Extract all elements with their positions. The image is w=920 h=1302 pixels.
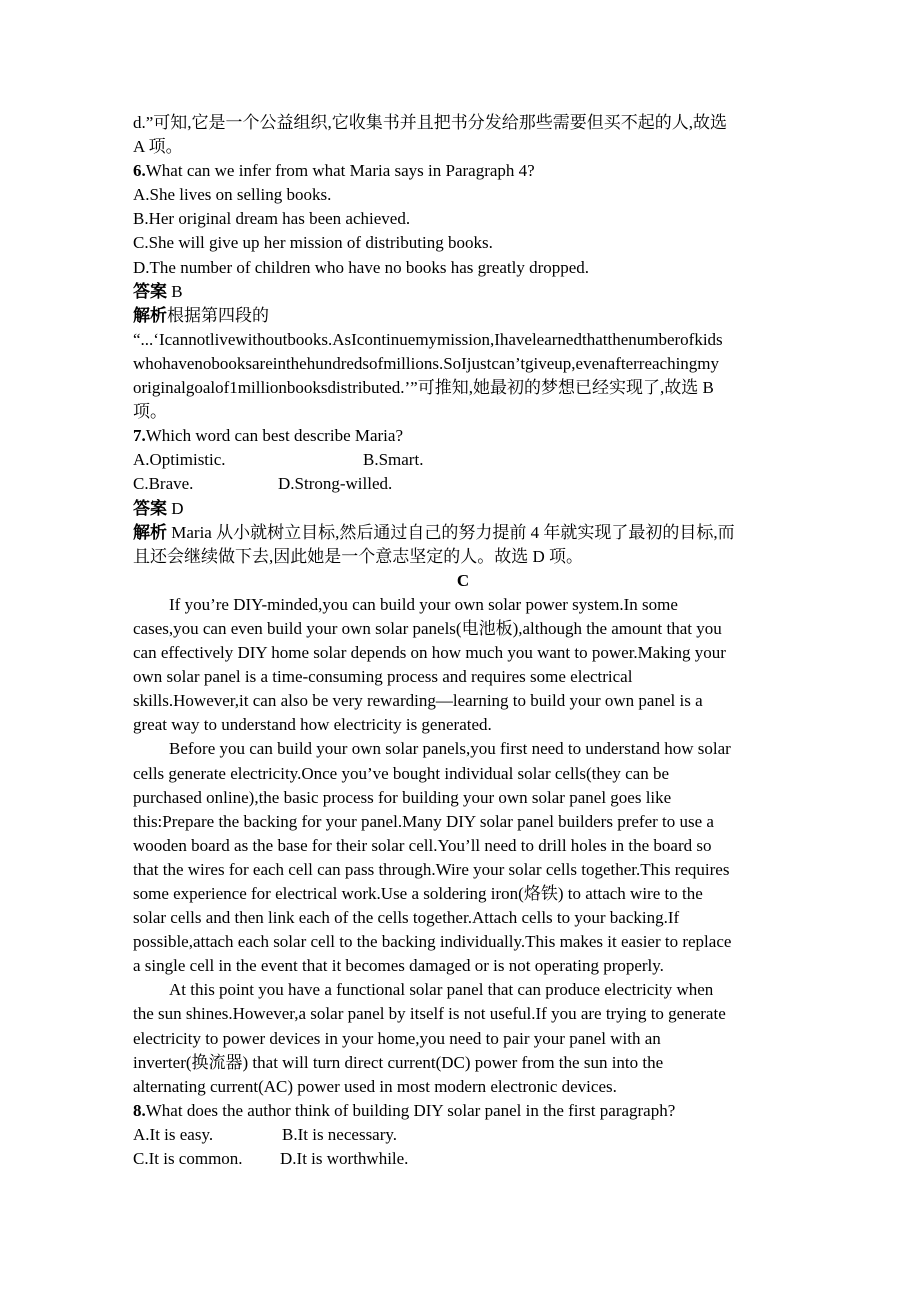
option-left: A.It is easy. — [133, 1124, 214, 1144]
text-segment: the sun shines.However,a solar panel by itself is not useful.If you are trying to generate — [133, 1004, 726, 1024]
text-line — [133, 1027, 793, 1051]
text-line — [133, 737, 793, 761]
text-line — [133, 762, 793, 786]
section-header — [133, 569, 793, 593]
text-line — [133, 906, 793, 930]
text-segment: can effectively DIY home solar depends on how much you want to power.Making your — [133, 643, 726, 663]
question-line — [133, 1099, 793, 1123]
text-segment: skills.However,it can also be very rewarding—learning to build your own panel is a — [133, 691, 703, 711]
text-segment: Before you can build your own solar panels,you first need to understand how solar — [169, 739, 731, 759]
option-line — [133, 448, 793, 472]
text-line — [133, 882, 793, 906]
text-line — [133, 1075, 793, 1099]
text-segment: What can we infer from what Maria says in Paragraph 4? — [145, 161, 535, 181]
text-block — [133, 111, 793, 1171]
text-line — [133, 111, 793, 135]
text-segment: Which word can best describe Maria? — [145, 426, 403, 446]
question-number: 7. — [133, 426, 146, 446]
text-segment: inverter(换流器) that will turn direct current(DC) power from the sun into the — [133, 1052, 664, 1072]
text-segment: this:Prepare the backing for your panel.Many DIY solar panel builders prefer to use a — [133, 811, 714, 831]
text-line — [133, 954, 793, 978]
text-segment: B.Her original dream has been achieved. — [133, 209, 411, 229]
text-segment: originalgoalof1millionbooksdistributed.’”可推知,她最初的梦想已经实现了,故选 B — [133, 378, 714, 398]
text-segment: d.”可知,它是一个公益组织,它收集书并且把书分发给那些需要但买不起的人,故选 — [133, 113, 728, 132]
text-segment: C.She will give up her mission of distributing books. — [133, 233, 493, 253]
option-right: D.It is worthwhile. — [280, 1149, 409, 1169]
text-segment: alternating current(AC) power used in most modern electronic devices. — [133, 1076, 617, 1096]
text-segment: wooden board as the base for their solar cell.You’ll need to drill holes in the board so — [133, 835, 712, 855]
text-line — [133, 786, 793, 810]
text-segment: D.The number of children who have no books has greatly dropped. — [133, 257, 590, 277]
text-line — [133, 617, 793, 641]
answer-line — [133, 280, 793, 304]
text-segment: that the wires for each cell can pass through.Wire your solar cells together.This requires — [133, 859, 730, 879]
text-line — [133, 256, 793, 280]
text-line — [133, 207, 793, 231]
text-segment: 项。 — [133, 402, 167, 422]
question-number: C — [456, 570, 470, 590]
text-line — [133, 135, 793, 159]
option-left: C.It is common. — [133, 1149, 243, 1169]
text-segment: cases,you can even build your own solar panels(电池板),although the amount that you — [133, 618, 722, 638]
option-right: B.Smart. — [363, 450, 424, 470]
answer-line — [133, 521, 793, 545]
answer-label: 答案 — [133, 281, 167, 302]
text-segment: A.She lives on selling books. — [133, 185, 332, 205]
text-line — [133, 713, 793, 737]
text-segment: possible,attach each solar cell to the backing individually.This makes it easier to replace — [133, 932, 732, 952]
text-segment: A 项。 — [133, 137, 183, 157]
option-line — [133, 1123, 793, 1147]
text-line — [133, 930, 793, 954]
text-line — [133, 641, 793, 665]
text-segment: B — [167, 281, 183, 301]
text-segment: some experience for electrical work.Use a soldering iron(烙铁) to attach wire to the — [133, 884, 703, 903]
text-segment: whohavenobooksareinthehundredsofmillions.SoIjustcan’tgiveup,evenafterreachingmy — [133, 353, 720, 373]
text-line — [133, 1002, 793, 1026]
text-line — [133, 400, 793, 424]
text-line — [133, 689, 793, 713]
text-segment: What does the author think of building DIY solar panel in the first paragraph? — [145, 1100, 676, 1120]
text-line — [133, 183, 793, 207]
text-segment: D — [167, 498, 184, 518]
answer-label: 解析 — [133, 522, 167, 543]
text-line — [133, 810, 793, 834]
text-segment: great way to understand how electricity is generated. — [133, 715, 492, 735]
text-line — [133, 328, 793, 352]
question-number: 8. — [133, 1100, 146, 1120]
text-segment: own solar panel is a time-consuming process and requires some electrical — [133, 667, 633, 687]
answer-line — [133, 497, 793, 521]
text-line — [133, 593, 793, 617]
answer-line — [133, 304, 793, 328]
text-segment: a single cell in the event that it becomes damaged or is not operating properly. — [133, 956, 664, 976]
text-segment: solar cells and then link each of the cells together.Attach cells to your backing.If — [133, 908, 680, 928]
question-line — [133, 159, 793, 183]
text-line — [133, 352, 793, 376]
text-line — [133, 376, 793, 400]
text-line — [133, 1051, 793, 1075]
text-segment: If you’re DIY-minded,you can build your own solar power system.In some — [169, 594, 678, 614]
option-right: D.Strong-willed. — [278, 474, 393, 494]
answer-label: 答案 — [133, 498, 167, 519]
option-left: C.Brave. — [133, 474, 194, 494]
text-segment: At this point you have a functional solar panel that can produce electricity when — [169, 980, 714, 1000]
option-left: A.Optimistic. — [133, 450, 226, 470]
option-line — [133, 1147, 793, 1171]
question-number: 6. — [133, 161, 146, 181]
text-segment: 且还会继续做下去,因此她是一个意志坚定的人。故选 D 项。 — [133, 546, 584, 566]
text-line — [133, 834, 793, 858]
text-segment: 根据第四段的 — [167, 305, 269, 325]
question-line — [133, 424, 793, 448]
option-line — [133, 472, 793, 496]
text-segment: Maria 从小就树立目标,然后通过自己的努力提前 4 年就实现了最初的目标,而 — [167, 522, 735, 542]
text-line — [133, 858, 793, 882]
text-segment: purchased online),the basic process for building your own solar panel goes like — [133, 787, 672, 807]
option-right: B.It is necessary. — [282, 1124, 398, 1144]
answer-label: 解析 — [133, 305, 167, 326]
text-segment: electricity to power devices in your home,you need to pair your panel with an — [133, 1028, 661, 1048]
text-line — [133, 231, 793, 255]
text-segment: “...‘Icannotlivewithoutbooks.AsIcontinuemymission,Ihavelearnedthatthenumberofkids — [133, 329, 723, 349]
text-line — [133, 545, 793, 569]
text-line — [133, 665, 793, 689]
text-line — [133, 978, 793, 1002]
text-segment: cells generate electricity.Once you’ve bought individual solar cells(they can be — [133, 763, 670, 783]
